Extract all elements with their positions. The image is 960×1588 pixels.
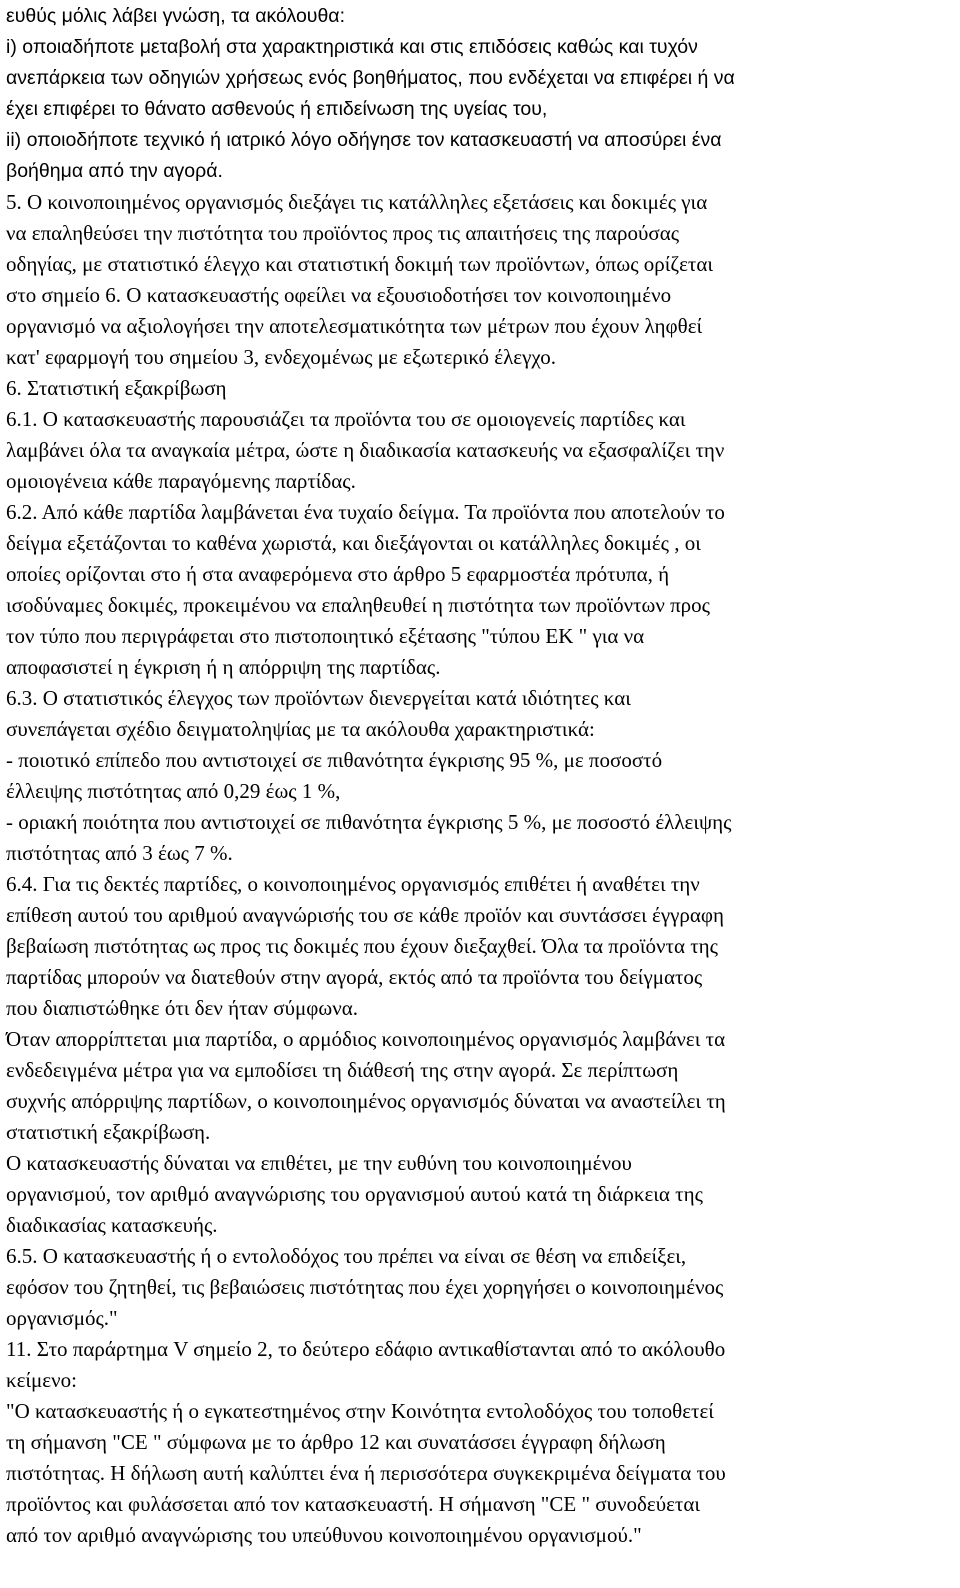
text-line: έχει επιφέρει το θάνατο ασθενούς ή επιδείνωση της υγείας του, — [6, 98, 548, 120]
document-body — [6, 0, 954, 1551]
text-line: 6.5. Ο κατασκευαστής ή ο εντολοδόχος του πρέπει να είναι σε θέση να επιδείξει, — [6, 1244, 687, 1268]
text-line: ενδεδειγμένα μέτρα για να εμποδίσει τη διάθεσή της στην αγορά. Σε περίπτωση — [6, 1058, 679, 1082]
text-line: ευθύς μόλις λάβει γνώση, τα ακόλουθα: — [6, 5, 345, 27]
text-line: 6.2. Από κάθε παρτίδα λαμβάνεται ένα τυχαίο δείγμα. Τα προϊόντα που αποτελούν το — [6, 500, 725, 524]
text-line: ισοδύναμες δοκιμές, προκειμένου να επαληθευθεί η πιστότητα των προϊόντων προς — [6, 593, 710, 617]
text-line: 6.3. Ο στατιστικός έλεγχος των προϊόντων διενεργείται κατά ιδιότητες και — [6, 686, 631, 710]
text-line: στατιστική εξακρίβωση. — [6, 1120, 211, 1144]
text-line: από τον αριθμό αναγνώρισης του υπεύθυνου κοινοποιημένου οργανισμού." — [6, 1523, 642, 1547]
text-line: που διαπιστώθηκε ότι δεν ήταν σύμφωνα. — [6, 996, 358, 1020]
text-line: - ποιοτικό επίπεδο που αντιστοιχεί σε πιθανότητα έγκρισης 95 %, με ποσοστό — [6, 748, 663, 772]
text-line: - οριακή ποιότητα που αντιστοιχεί σε πιθανότητα έγκρισης 5 %, με ποσοστό έλλειψης — [6, 810, 732, 834]
text-line: πιστότητας. Η δήλωση αυτή καλύπτει ένα ή περισσότερα συγκεκριμένα δείγματα του — [6, 1461, 726, 1485]
text-line: λαμβάνει όλα τα αναγκαία μέτρα, ώστε η διαδικασία κατασκευής να εξασφαλίζει την — [6, 438, 725, 462]
text-line: δείγμα εξετάζονται το καθένα χωριστά, και διεξάγονται οι κατάλληλες δοκιμές , οι — [6, 531, 701, 555]
text-line: i) οποιαδήποτε μεταβολή στα χαρακτηριστικά και στις επιδόσεις καθώς και τυχόν — [6, 36, 698, 58]
text-line: πιστότητας από 3 έως 7 %. — [6, 841, 233, 865]
text-line: οργανισμού, τον αριθμό αναγνώρισης του οργανισμού αυτού κατά τη διάρκεια της — [6, 1182, 703, 1206]
text-line: συχνής απόρριψης παρτίδων, ο κοινοποιημένος οργανισμός δύναται να αναστείλει τη — [6, 1089, 726, 1113]
text-line: διαδικασίας κατασκευής. — [6, 1213, 218, 1237]
text-line: οποίες ορίζονται στο ή στα αναφερόμενα στο άρθρο 5 εφαρμοστέα πρότυπα, ή — [6, 562, 670, 586]
text-line: επίθεση αυτού του αριθμού αναγνώρισής του σε κάθε προϊόν και συντάσσει έγγραφη — [6, 903, 725, 927]
text-line: Όταν απορρίπτεται μια παρτίδα, ο αρμόδιος κοινοποιημένος οργανισμός λαμβάνει τα — [6, 1027, 726, 1051]
text-line: ανεπάρκεια των οδηγιών χρήσεως ενός βοηθήματος, που ενδέχεται να επιφέρει ή να — [6, 67, 735, 89]
text-line: κατ' εφαρμογή του σημείου 3, ενδεχομένως με εξωτερικό έλεγχο. — [6, 345, 556, 369]
text-line: προϊόντος και φυλάσσεται από τον κατασκευαστή. Η σήμανση "CE " συνοδεύεται — [6, 1492, 701, 1516]
text-line: οργανισμό να αξιολογήσει την αποτελεσματικότητα των μέτρων που έχουν ληφθεί — [6, 314, 703, 338]
text-line: τη σήμανση "CE " σύμφωνα με το άρθρο 12 και συνατάσσει έγγραφη δήλωση — [6, 1430, 666, 1454]
text-line: Ο κατασκευαστής δύναται να επιθέτει, με την ευθύνη του κοινοποιημένου — [6, 1151, 632, 1175]
text-line: βεβαίωση πιστότητας ως προς τις δοκιμές που έχουν διεξαχθεί. Όλα τα προϊόντα της — [6, 934, 718, 958]
text-line: αποφασιστεί η έγκριση ή η απόρριψη της παρτίδας. — [6, 655, 441, 679]
text-line: εφόσον του ζητηθεί, τις βεβαιώσεις πιστότητας που έχει χορηγήσει ο κοινοποιημένος — [6, 1275, 724, 1299]
text-line: 6. Στατιστική εξακρίβωση — [6, 376, 227, 400]
text-line: 5. Ο κοινοποιημένος οργανισμός διεξάγει τις κατάλληλες εξετάσεις και δοκιμές για — [6, 190, 708, 214]
text-line: "Ο κατασκευαστής ή ο εγκατεστημένος στην Κοινότητα εντολοδόχος του τοποθετεί — [6, 1399, 714, 1423]
text-line: βοήθημα από την αγορά. — [6, 160, 223, 182]
text-line: 11. Στο παράρτημα V σημείο 2, το δεύτερο εδάφιο αντικαθίστανται από το ακόλουθο — [6, 1337, 726, 1361]
text-line: στο σημείο 6. Ο κατασκευαστής οφείλει να εξουσιοδοτήσει τον κοινοποιημένο — [6, 283, 672, 307]
text-line: 6.4. Για τις δεκτές παρτίδες, ο κοινοποιημένος οργανισμός επιθέτει ή αναθέτει την — [6, 872, 700, 896]
text-line: ομοιογένεια κάθε παραγόμενης παρτίδας. — [6, 469, 356, 493]
text-line: οδηγίας, με στατιστικό έλεγχο και στατιστική δοκιμή των προϊόντων, όπως ορίζεται — [6, 252, 713, 276]
text-line: κείμενο: — [6, 1368, 77, 1392]
text-line: οργανισμός." — [6, 1306, 118, 1330]
text-line: συνεπάγεται σχέδιο δειγματοληψίας με τα ακόλουθα χαρακτηριστικά: — [6, 717, 595, 741]
text-line: 6.1. Ο κατασκευαστής παρουσιάζει τα προϊόντα του σε ομοιογενείς παρτίδες και — [6, 407, 686, 431]
text-line: τον τύπο που περιγράφεται στο πιστοποιητικό εξέτασης "τύπου ΕΚ " για να — [6, 624, 645, 648]
text-line: ii) οποιοδήποτε τεχνικό ή ιατρικό λόγο οδήγησε τον κατασκευαστή να αποσύρει ένα — [6, 129, 722, 151]
text-line: παρτίδας μπορούν να διατεθούν στην αγορά, εκτός από τα προϊόντα του δείγματος — [6, 965, 703, 989]
text-line: να επαληθεύσει την πιστότητα του προϊόντος προς τις απαιτήσεις της παρούσας — [6, 221, 680, 245]
text-line: έλλειψης πιστότητας από 0,29 έως 1 %, — [6, 779, 341, 803]
